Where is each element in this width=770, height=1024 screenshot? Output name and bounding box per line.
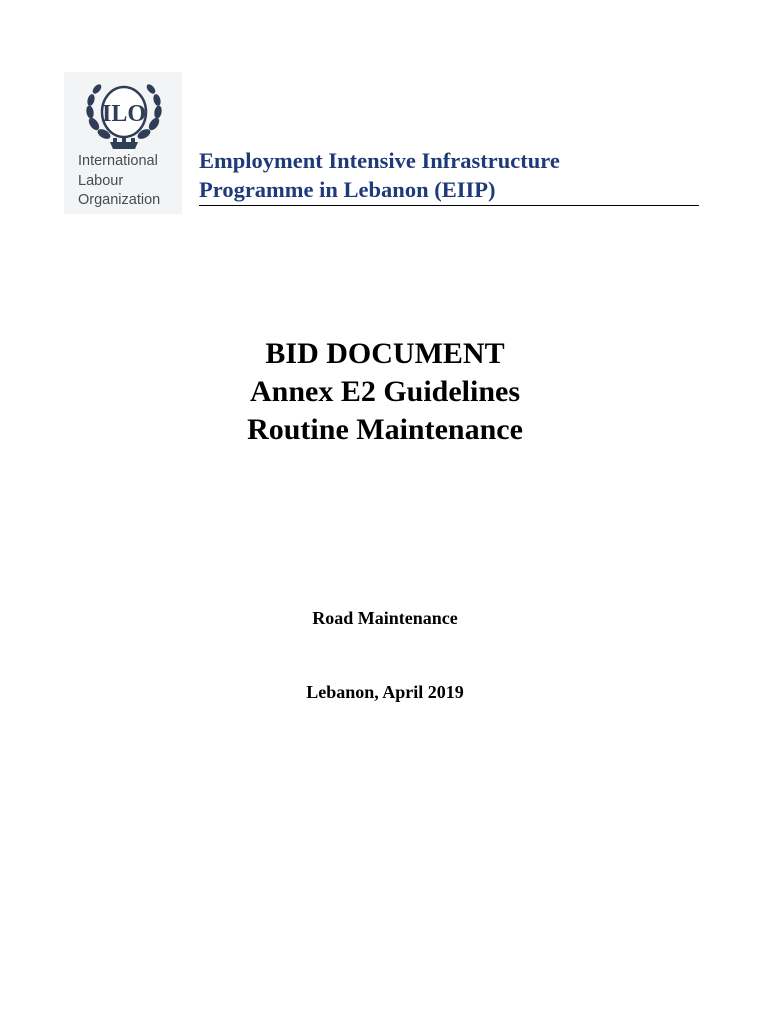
programme-title bbox=[199, 146, 699, 204]
header-divider bbox=[199, 205, 699, 206]
ilo-logo-letters: ILO bbox=[101, 101, 147, 127]
ilo-emblem-icon bbox=[80, 76, 168, 152]
ilo-logo bbox=[64, 72, 182, 214]
document-title-line: Annex E2 Guidelines bbox=[249, 375, 521, 408]
document-title-line: Routine Maintenance bbox=[247, 413, 523, 446]
org-name-line: International bbox=[78, 153, 158, 169]
document-dateline: Lebanon, April 2019 bbox=[306, 682, 464, 702]
document-subtitle: Road Maintenance bbox=[312, 608, 458, 628]
document-title-line: BID DOCUMENT bbox=[265, 337, 505, 370]
org-name bbox=[78, 152, 160, 211]
programme-title-line: Employment Intensive Infrastructure bbox=[199, 148, 560, 173]
document-title bbox=[0, 335, 770, 449]
programme-title-line: Programme in Lebanon (EIIP) bbox=[199, 177, 496, 202]
org-name-line: Labour bbox=[78, 172, 124, 189]
org-name-line: Organization bbox=[78, 192, 161, 208]
